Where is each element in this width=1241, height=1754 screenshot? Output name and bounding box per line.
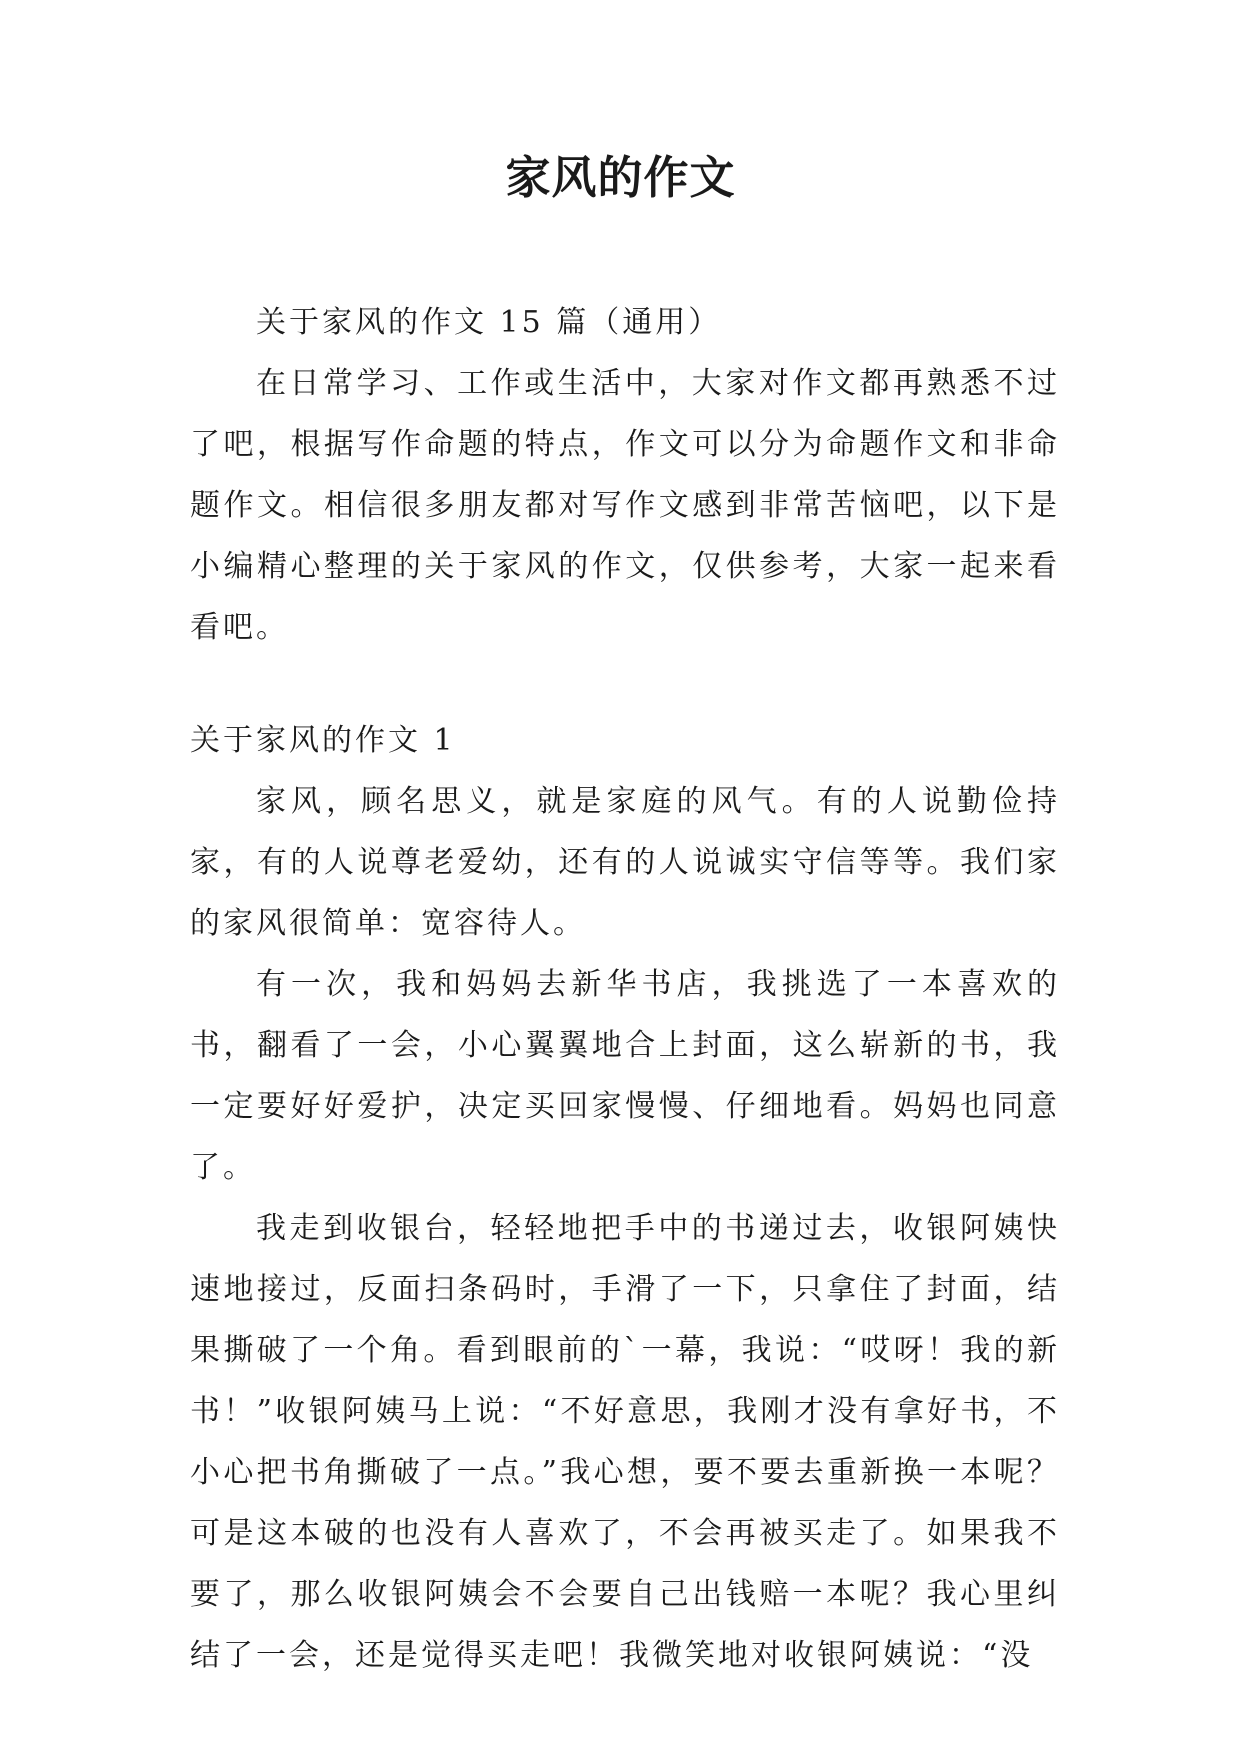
body-paragraph: 有一次，我和妈妈去新华书店，我挑选了一本喜欢的书，翻看了一会，小心翼翼地合上封面，这么崭新的书，我一定要好好爱护，决定买回家慢慢、仔细地看。妈妈也同意了。 [190, 967, 1060, 1185]
body-paragraph: 家风，顾名思义，就是家庭的风气。有的人说勤俭持家，有的人说尊老爱幼，还有的人说诚实守信等等。我们家的家风很简单：宽容待人。 [190, 784, 1060, 941]
document-body [190, 292, 1060, 1686]
intro-paragraph: 在日常学习、工作或生活中，大家对作文都再熟悉不过了吧，根据写作命题的特点，作文可以分为命题作文和非命题作文。相信很多朋友都对写作文感到非常苦恼吧，以下是小编精心整理的关于家风的作文，仅供参考，大家一起来看看吧。 [190, 366, 1060, 645]
subtitle-line: 关于家风的作文 15 篇（通用） [256, 305, 722, 340]
section-heading: 关于家风的作文 1 [190, 723, 456, 758]
document-title: 家风的作文 [505, 151, 736, 204]
body-paragraph: 我走到收银台，轻轻地把手中的书递过去，收银阿姨快速地接过，反面扫条码时，手滑了一下，只拿住了封面，结果撕破了一个角。看到眼前的`一幕，我说：“哎呀！我的新书！”收银阿姨马上说：“不好意思，我刚才没有拿好书，不小心把书角撕破了一点。”我心想，要不要去重新换一本呢？可是这本破的也没有人喜欢了，不会再被买走了。如果我不要了，那么收银阿姨会不会要自己出钱赔一本呢？我心里纠结了一会，还是觉得买走吧！我微笑地对收银阿姨说：“没 [190, 1211, 1060, 1673]
section-spacer [190, 658, 1060, 710]
